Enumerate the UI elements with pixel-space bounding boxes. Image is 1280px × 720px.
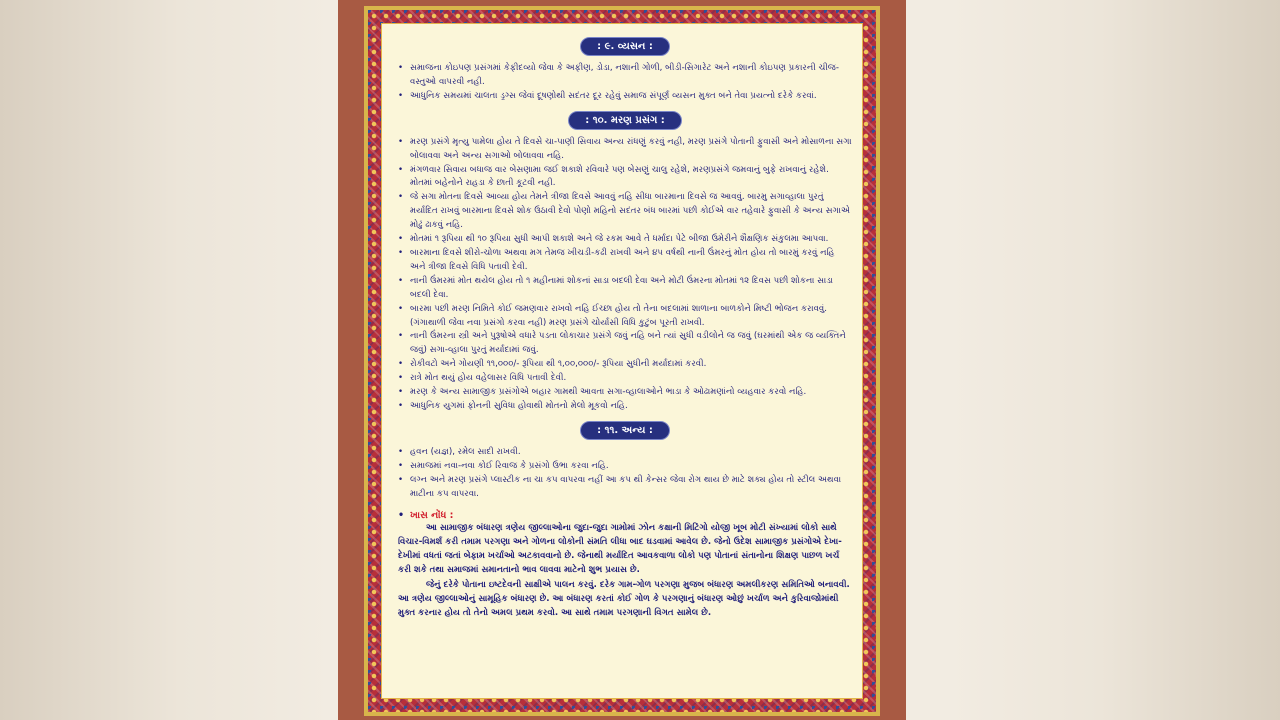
section-9-list (398, 62, 852, 104)
section-9-title: : ૯. વ્યસન : (580, 37, 670, 56)
document-page (338, 0, 906, 720)
section-10-list (398, 136, 852, 414)
list-item: • બારમા પછી મરણ નિમિતે કોઈ જમણવાર રાખવો નહિ ઈચ્છા હોય તો તેના બદલામાં શાળાના બાળકોને મિષ્ટી ભોજન કરાવવું. (ગંગાથાળી જેવા નવા પ્રસંગો કરવા નહી) મરણ પ્રસંગે ચોર્યાસી વિધિ કુટુંબ પૂરતી રાખવી. (398, 303, 852, 331)
list-item: • મરણ પ્રસંગે મૃત્યુ પામેલા હોય તે દિવસે ચા-પાણી સિવાય અન્ય રાંધણું કરવું નહી, મરણ પ્રસંગે પોતાની ફુવાસી અને મોસાળના સગા બોલાવવા અને અન્ય સગાઓ બોલાવવા નહિ. (398, 136, 852, 164)
section-11-title: : ૧૧. અન્ય : (580, 421, 670, 440)
list-item: • સમાજમાં નવા-નવા કોઈ રિવાજ કે પ્રસંગો ઉભા કરવા નહિ. (398, 460, 852, 474)
list-item: • મરણ કે અન્ય સામાજીક પ્રસંગોએ બહાર ગામથી આવતા સગા-વ્હાલાઓને ભાડા કે ઓઢામણાંનો વ્યહવાર કરવો નહિ. (398, 386, 852, 400)
gold-frame (364, 6, 880, 716)
list-item: • રાત્રે મોત થયું હોય વહેલાસર વિધિ પતાવી દેવી. (398, 372, 852, 386)
section-11-header (398, 418, 852, 440)
section-10-title: : ૧૦. મરણ પ્રસંગ : (568, 111, 681, 130)
spacer (398, 501, 852, 506)
special-note-paragraph-2: જેનું દરેકે પોતાના ઇષ્ટદેવની સાક્ષીએ પાલન કરવું. દરેક ગામ-ગોળ પરગણા મુજબ બંધારણ અમલીકરણ સમિતિઓ બનાવવી. આ ત્રણેય જીલ્લાઓનું સામૂહિક બંધારણ છે. આ બંધારણ કરતાં કોઈ ગોળ કે પરગણાનું બંધારણ ઓછું ખર્ચાળ અને કુરિવાજોમાંથી મુક્ત કરનાર હોય તો તેનો અમલ પ્રથમ કરવો. આ સાથે તમામ પરગણાની વિગત સામેલ છે. (398, 580, 850, 619)
list-item: • નાની ઉંમરના સ્ત્રી અને પુરૂષોએ વધારે પડતા લોકાચાર પ્રસંગે જવું નહિ બને ત્યાં સુધી વડીલોને જ જવું (ઘરમાંથી એક જ વ્યક્તિને જવું) સગા-વ્હાલા પુરતું મર્યાદામાં જવું. (398, 330, 852, 358)
list-item: • મોતમાં ૧ રૂપિયા થી ૧૦ રૂપિયા સુધી આપી શકાશે અને જે રકમ આવે તે ધર્માદા પેટે બીજા ઉમેરીને શૈક્ષણિક સંકુલમા આપવા. (398, 233, 852, 247)
special-note-paragraph-1: આ સામાજીક બંધારણ ત્રણેય જીલ્લાઓના જુદા-જુદા ગામોમાં ઝોન કક્ષાની મિટિંગો યોજી ખૂબ મોટી સંખ્યામાં લોકો સાથે વિચાર-વિમર્શ કરી તમામ પરગણા અને ગોળના લોકોની સંમતિ લીધા બાદ ઘડવામાં આવેલ છે. જેનો ઉદેશ સામાજીક પ્રસંગોએ દેખા-દેખીમાં વધતાં જતાં બેફામ ખર્ચાઓ અટકાવવાનો છે. જેનાથી મર્યાદિત આવકવાળા લોકો પણ પોતાનાં સંતાનોના શિક્ષણ પાછળ ખર્ચ કરી શકે તથા સમાજમાં સમાનતાનો ભાવ લાવવા માટેનો શુભ પ્રયાસ છે. (398, 523, 842, 576)
list-item: • રોકીવટો અને ગોયણી ૧૧,૦૦૦/- રૂપિયા થી ૧,૦૦,૦૦૦/- રૂપિયા સુધીની મર્યાદામાં કરવી. (398, 358, 852, 372)
list-item: • હવન (યજ્ઞ), રમેલ સાદી રાખવી. (398, 446, 852, 460)
list-item: • બારમાના દિવસે શીરો-ચોળા અથવા મગ તેમજ ખીચડી-કઢી રાખવી અને ૪૫ વર્ષથી નાની ઉંમરનું મોત હોય તો બારમું કરવું નહિ અને ત્રીજા દિવસે વિધિ પતાવી દેવી. (398, 247, 852, 275)
list-item: • આધુનિક યુગમાં ફોનની સુવિધા હોવાથી મોતનો મેલો મૂકવો નહિ. (398, 400, 852, 414)
section-10-header (398, 108, 852, 130)
special-note-title: • ખાસ નોંધ : (398, 510, 852, 521)
list-item: • આધુનિક સમયમાં ચાલતા ડ્રગ્સ જેવાં દૂષણોથી સદંતર દૂર રહેવું સમાજ સંપૂર્ણ વ્યસન મુક્ત બને તેવા પ્રયત્નો દરેકે કરવાં. (398, 90, 852, 104)
list-item: • સમાજના કોઇપણ પ્રસંગમાં કેફીદવ્યો જેવા કે અફીણ, ડોડા, નશાની ગોળી, બીડી-સિગારેટ અને નશાની કોઇપણ પ્રકારની ચીજ-વસ્તુઓ વાપરવી નહી. (398, 62, 852, 90)
document-content (381, 23, 863, 699)
section-11-list (398, 446, 852, 502)
list-item: • નાની ઉંમરમાં મોત થયેલ હોય તો ૧ મહીનામાં શોકનાં સાડા બદલી દેવા અને મોટી ઉંમરના મોતમાં ૧૨ દિવસ પછી શોકના સાડા બદલી દેવા. (398, 275, 852, 303)
list-item: • જે સગા મોતના દિવસે આવ્યા હોય તેમને ત્રીજા દિવસે આવવું નહિ સીધા બારમાના દિવસે જ આવવું. બારમુ સગાવ્હાલા પુરતું મર્યાદિત રાખવું બારમાના દિવસે શોક ઉઠાવી દેવો પોણો મહિનો સદંતર બંધ બારમાં પછી કોઈએ વાર તહેવારે ફુવાસી કે અન્ય સગાએ મોઢું ઢાકવું નહિ. (398, 191, 852, 233)
list-item: • લગ્ન અને મરણ પ્રસંગે પ્લાસ્ટીક ના ચા કપ વાપરવા નહીં આ કપ થી કેન્સર જેવા રોગ થાય છે માટે શક્ય હોય તો સ્ટીલ અથવા માટીના કપ વાપરવા. (398, 474, 852, 502)
decorative-border (368, 10, 876, 712)
list-item: • મંગળવાર સિવાય બધાજ વાર બેસણામા જઈ શકાશે રવિવારે પણ બેસણું ચાલુ રહેશે, મરણપ્રસંગે જમવાનું બુફે રાખવાનું રહેશે. મોતમાં બહેનોને રાહડા કે છાતી કૂટવી નહી. (398, 164, 852, 192)
section-9-header (398, 34, 852, 56)
